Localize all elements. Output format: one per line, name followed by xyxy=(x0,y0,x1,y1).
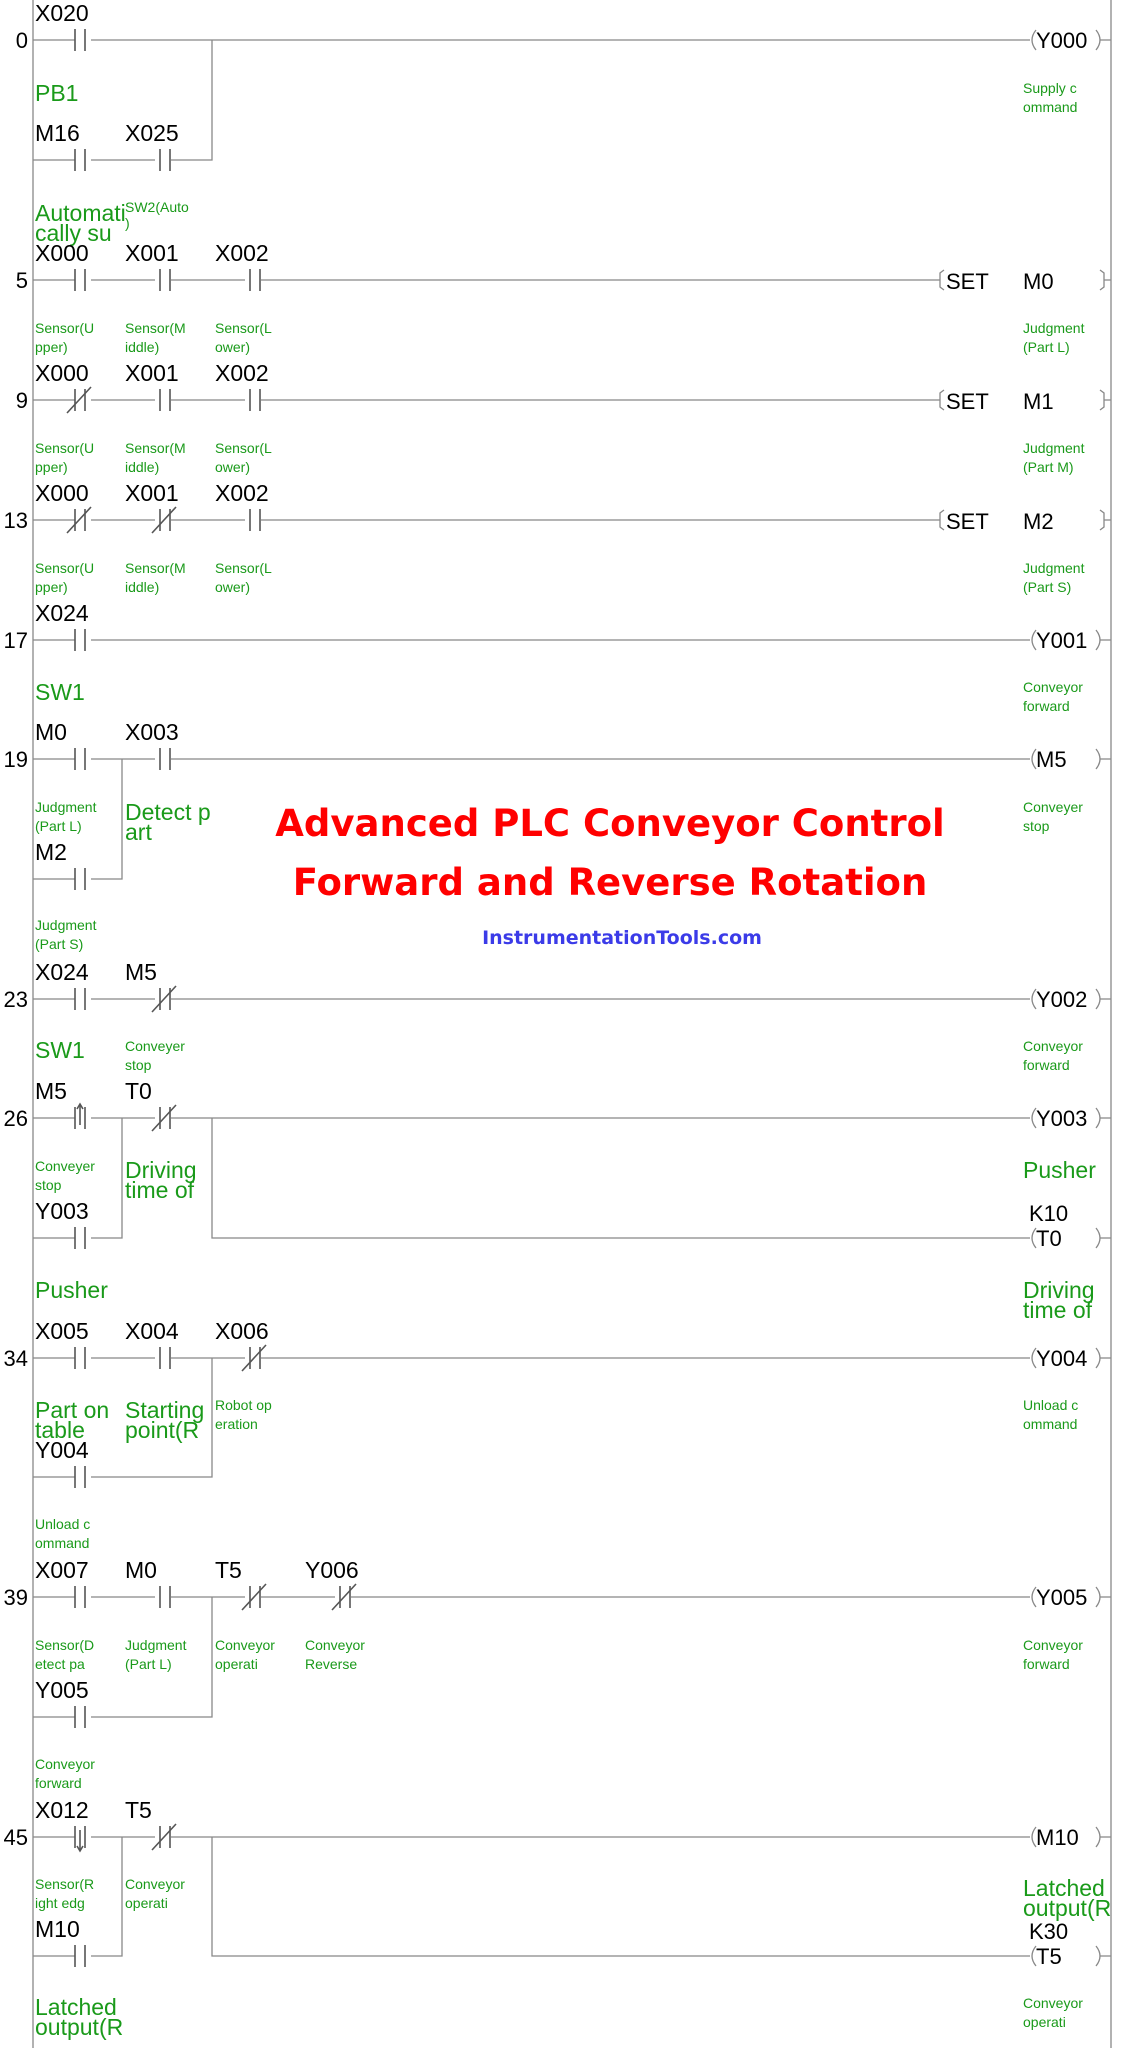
set-instruction: SET xyxy=(946,269,989,294)
rung-number: 0 xyxy=(15,28,28,53)
rung-number: 39 xyxy=(3,1585,28,1610)
rung-numbers xyxy=(4,28,28,1850)
contact-label: X001 xyxy=(125,480,179,506)
set-instruction: SET xyxy=(946,389,989,414)
rung-34 xyxy=(33,1318,1111,1551)
contact-comment: cally su xyxy=(35,220,112,246)
contact-comment: stop xyxy=(125,1057,152,1073)
contact-no xyxy=(160,1347,170,1369)
contact-comment: Robot op xyxy=(215,1397,272,1413)
wire xyxy=(212,1118,1030,1238)
coil-comment: Supply c xyxy=(1023,80,1077,96)
contact-no xyxy=(75,269,85,291)
contact-label: X005 xyxy=(35,1318,89,1344)
coil-comment: stop xyxy=(1023,818,1050,834)
timer-comment: time of xyxy=(1023,1297,1093,1323)
contact-comment: Reverse xyxy=(305,1656,358,1672)
contact-comment: Conveyor xyxy=(305,1637,365,1653)
contact-label: X007 xyxy=(35,1557,89,1583)
contact-comment: Sensor(M xyxy=(125,560,186,576)
contact-no xyxy=(75,748,85,770)
contact-label: M5 xyxy=(125,959,157,985)
rung-26 xyxy=(33,1078,1111,1323)
contact-comment: Driving xyxy=(125,1157,197,1183)
contact-no xyxy=(75,1347,85,1369)
contact-comment: iddle) xyxy=(125,339,160,355)
contact-label: X024 xyxy=(35,959,89,985)
site-watermark: InstrumentationTools.com xyxy=(482,927,762,949)
coil-label: Y004 xyxy=(1036,1346,1088,1371)
contact-comment: time of xyxy=(125,1177,195,1203)
contact-comment: Conveyer xyxy=(35,1158,95,1174)
contact-label: X004 xyxy=(125,1318,179,1344)
set-instruction: SET xyxy=(946,509,989,534)
contact-label: M5 xyxy=(35,1078,67,1104)
coil-comment: forward xyxy=(1023,1057,1070,1073)
rung-number: 23 xyxy=(3,987,28,1012)
contact-comment: Unload c xyxy=(35,1516,91,1532)
contact-comment: Judgment xyxy=(35,799,97,815)
contact-label: X002 xyxy=(215,480,269,506)
contact-comment: eration xyxy=(215,1416,258,1432)
contact-label: Y005 xyxy=(35,1677,89,1703)
coil-label: Y000 xyxy=(1036,28,1088,53)
rung-number: 9 xyxy=(15,388,28,413)
contact-comment: Conveyor xyxy=(125,1876,185,1892)
contact-rising-edge xyxy=(75,1104,85,1129)
coil-comment: Conveyor xyxy=(1023,1038,1083,1054)
contact-no xyxy=(75,29,85,51)
timer-comment: operati xyxy=(1023,2014,1066,2030)
contact-comment: (Part S) xyxy=(35,936,84,952)
rung-number: 26 xyxy=(3,1106,28,1131)
contact-comment: Latched xyxy=(35,1994,117,2020)
coil-label: Y001 xyxy=(1036,628,1088,653)
contact-label: T0 xyxy=(125,1078,152,1104)
contact-label: X000 xyxy=(35,240,89,266)
timer-label: T0 xyxy=(1036,1226,1062,1251)
contact-comment: Detect p xyxy=(125,799,211,825)
output-comment: (Part L) xyxy=(1023,339,1070,355)
contact-no xyxy=(160,389,170,411)
contact-comment: iddle) xyxy=(125,459,160,475)
contact-comment: SW2(Auto xyxy=(125,199,189,215)
contact-comment: operati xyxy=(125,1895,168,1911)
contact-label: X001 xyxy=(125,360,179,386)
contact-comment: ower) xyxy=(215,339,251,355)
contact-comment: ommand xyxy=(35,1535,90,1551)
title-line-1: Advanced PLC Conveyor Control xyxy=(275,802,945,845)
coil-label: M10 xyxy=(1036,1825,1079,1850)
contact-comment: SW1 xyxy=(35,1037,85,1063)
rung-number: 17 xyxy=(3,628,28,653)
contact-comment: etect pa xyxy=(35,1656,85,1672)
timer-setting: K30 xyxy=(1029,1919,1069,1944)
rung-number: 45 xyxy=(3,1825,28,1850)
contact-no xyxy=(75,149,85,171)
output-comment: Judgment xyxy=(1023,440,1085,456)
contact-comment: SW1 xyxy=(35,679,85,705)
contact-comment: operati xyxy=(215,1656,258,1672)
contact-no xyxy=(75,1227,85,1249)
coil-label: Y005 xyxy=(1036,1585,1088,1610)
contact-label: T5 xyxy=(125,1797,152,1823)
contact-no xyxy=(250,389,260,411)
coil-label: Y002 xyxy=(1036,987,1088,1012)
timer-comment: Conveyor xyxy=(1023,1995,1083,2011)
contact-comment: Sensor(R xyxy=(35,1876,95,1892)
contact-label: M0 xyxy=(35,719,67,745)
contact-comment: Judgment xyxy=(35,917,97,933)
coil-comment: forward xyxy=(1023,698,1070,714)
contact-comment: iddle) xyxy=(125,579,160,595)
contact-comment: Sensor(L xyxy=(215,560,272,576)
contact-no xyxy=(75,988,85,1010)
coil-comment: Conveyor xyxy=(1023,679,1083,695)
contact-comment: Part on xyxy=(35,1397,110,1423)
title-line-2: Forward and Reverse Rotation xyxy=(292,861,928,904)
contact-comment: Automati xyxy=(35,200,126,226)
set-device: M1 xyxy=(1023,389,1054,414)
contact-comment: Sensor(U xyxy=(35,440,95,456)
timer-comment: Driving xyxy=(1023,1277,1095,1303)
contact-comment: ) xyxy=(125,215,130,231)
coil-comment: Pusher xyxy=(1023,1157,1096,1183)
contact-comment: art xyxy=(125,819,152,845)
coil-comment: output(R xyxy=(1023,1895,1112,1921)
contact-comment: stop xyxy=(35,1177,62,1193)
coil-comment: Conveyer xyxy=(1023,799,1083,815)
contact-comment: Conveyor xyxy=(35,1756,95,1772)
contact-comment: (Part L) xyxy=(125,1656,172,1672)
contact-label: X020 xyxy=(35,0,89,26)
contact-no xyxy=(160,269,170,291)
rung-39 xyxy=(33,1557,1111,1791)
contact-comment: output(R xyxy=(35,2014,124,2040)
contact-label: M2 xyxy=(35,839,67,865)
rung-number: 13 xyxy=(3,508,28,533)
contact-comment: Sensor(L xyxy=(215,440,272,456)
contact-label: X025 xyxy=(125,120,179,146)
contact-comment: forward xyxy=(35,1775,82,1791)
coil-comment: Conveyor xyxy=(1023,1637,1083,1653)
contact-comment: ower) xyxy=(215,579,251,595)
contact-comment: Sensor(L xyxy=(215,320,272,336)
contact-label: M10 xyxy=(35,1916,80,1942)
contact-comment: Sensor(M xyxy=(125,320,186,336)
contact-label: X003 xyxy=(125,719,179,745)
output-comment: Judgment xyxy=(1023,320,1085,336)
contact-label: X024 xyxy=(35,600,89,626)
rung-0 xyxy=(33,0,1111,246)
output-comment: (Part S) xyxy=(1023,579,1072,595)
rung-17 xyxy=(33,600,1111,714)
contact-comment: Sensor(M xyxy=(125,440,186,456)
contact-comment: point(R xyxy=(125,1417,200,1443)
contact-label: X000 xyxy=(35,480,89,506)
contact-no xyxy=(160,149,170,171)
contact-comment: Conveyor xyxy=(215,1637,275,1653)
rung-number: 5 xyxy=(15,268,28,293)
contact-comment: ower) xyxy=(215,459,251,475)
contact-label: X002 xyxy=(215,360,269,386)
contact-no xyxy=(75,868,85,890)
output-comment: Judgment xyxy=(1023,560,1085,576)
contact-falling-edge xyxy=(75,1826,85,1851)
contact-comment: ight edg xyxy=(35,1895,85,1911)
contact-comment: Starting xyxy=(125,1397,205,1423)
contact-no xyxy=(250,509,260,531)
contact-comment: pper) xyxy=(35,579,68,595)
contact-label: X001 xyxy=(125,240,179,266)
coil-comment: ommand xyxy=(1023,1416,1078,1432)
contact-comment: (Part L) xyxy=(35,818,82,834)
timer-label: T5 xyxy=(1036,1944,1062,1969)
coil-comment: Latched xyxy=(1023,1875,1105,1901)
contact-no xyxy=(75,629,85,651)
contact-no xyxy=(160,748,170,770)
output-comment: (Part M) xyxy=(1023,459,1074,475)
rung-9 xyxy=(33,360,1111,475)
rung-13 xyxy=(33,480,1111,595)
rung-23 xyxy=(33,959,1111,1073)
rung-45 xyxy=(33,1797,1111,2040)
timer-setting: K10 xyxy=(1029,1201,1069,1226)
title-overlay xyxy=(275,802,944,949)
contact-label: M0 xyxy=(125,1557,157,1583)
contact-comment: Sensor(D xyxy=(35,1637,95,1653)
contact-label: X006 xyxy=(215,1318,269,1344)
coil-comment: Unload c xyxy=(1023,1397,1079,1413)
contact-comment: pper) xyxy=(35,339,68,355)
contact-label: Y004 xyxy=(35,1437,89,1463)
contact-label: Y006 xyxy=(305,1557,359,1583)
contact-comment: table xyxy=(35,1417,85,1443)
contact-comment: Sensor(U xyxy=(35,320,95,336)
contact-no xyxy=(75,1466,85,1488)
contact-no xyxy=(75,1945,85,1967)
contact-no xyxy=(250,269,260,291)
set-device: M0 xyxy=(1023,269,1054,294)
rung-5 xyxy=(33,240,1111,355)
contact-label: X012 xyxy=(35,1797,89,1823)
set-device: M2 xyxy=(1023,509,1054,534)
contact-comment: Conveyer xyxy=(125,1038,185,1054)
contact-comment: PB1 xyxy=(35,80,79,106)
contact-no xyxy=(160,1586,170,1608)
rung-number: 19 xyxy=(3,747,28,772)
rung-number: 34 xyxy=(3,1346,28,1371)
contact-no xyxy=(75,1586,85,1608)
contact-label: X002 xyxy=(215,240,269,266)
contact-label: M16 xyxy=(35,120,80,146)
contact-label: Y003 xyxy=(35,1198,89,1224)
contact-comment: pper) xyxy=(35,459,68,475)
contact-comment: Pusher xyxy=(35,1277,108,1303)
contact-comment: Judgment xyxy=(125,1637,187,1653)
contact-comment: Sensor(U xyxy=(35,560,95,576)
contact-label: X000 xyxy=(35,360,89,386)
coil-label: M5 xyxy=(1036,747,1067,772)
coil-label: Y003 xyxy=(1036,1106,1088,1131)
contact-label: T5 xyxy=(215,1557,242,1583)
contact-no xyxy=(75,1706,85,1728)
wire xyxy=(212,1837,1030,1956)
coil-comment: forward xyxy=(1023,1656,1070,1672)
coil-comment: ommand xyxy=(1023,99,1078,115)
